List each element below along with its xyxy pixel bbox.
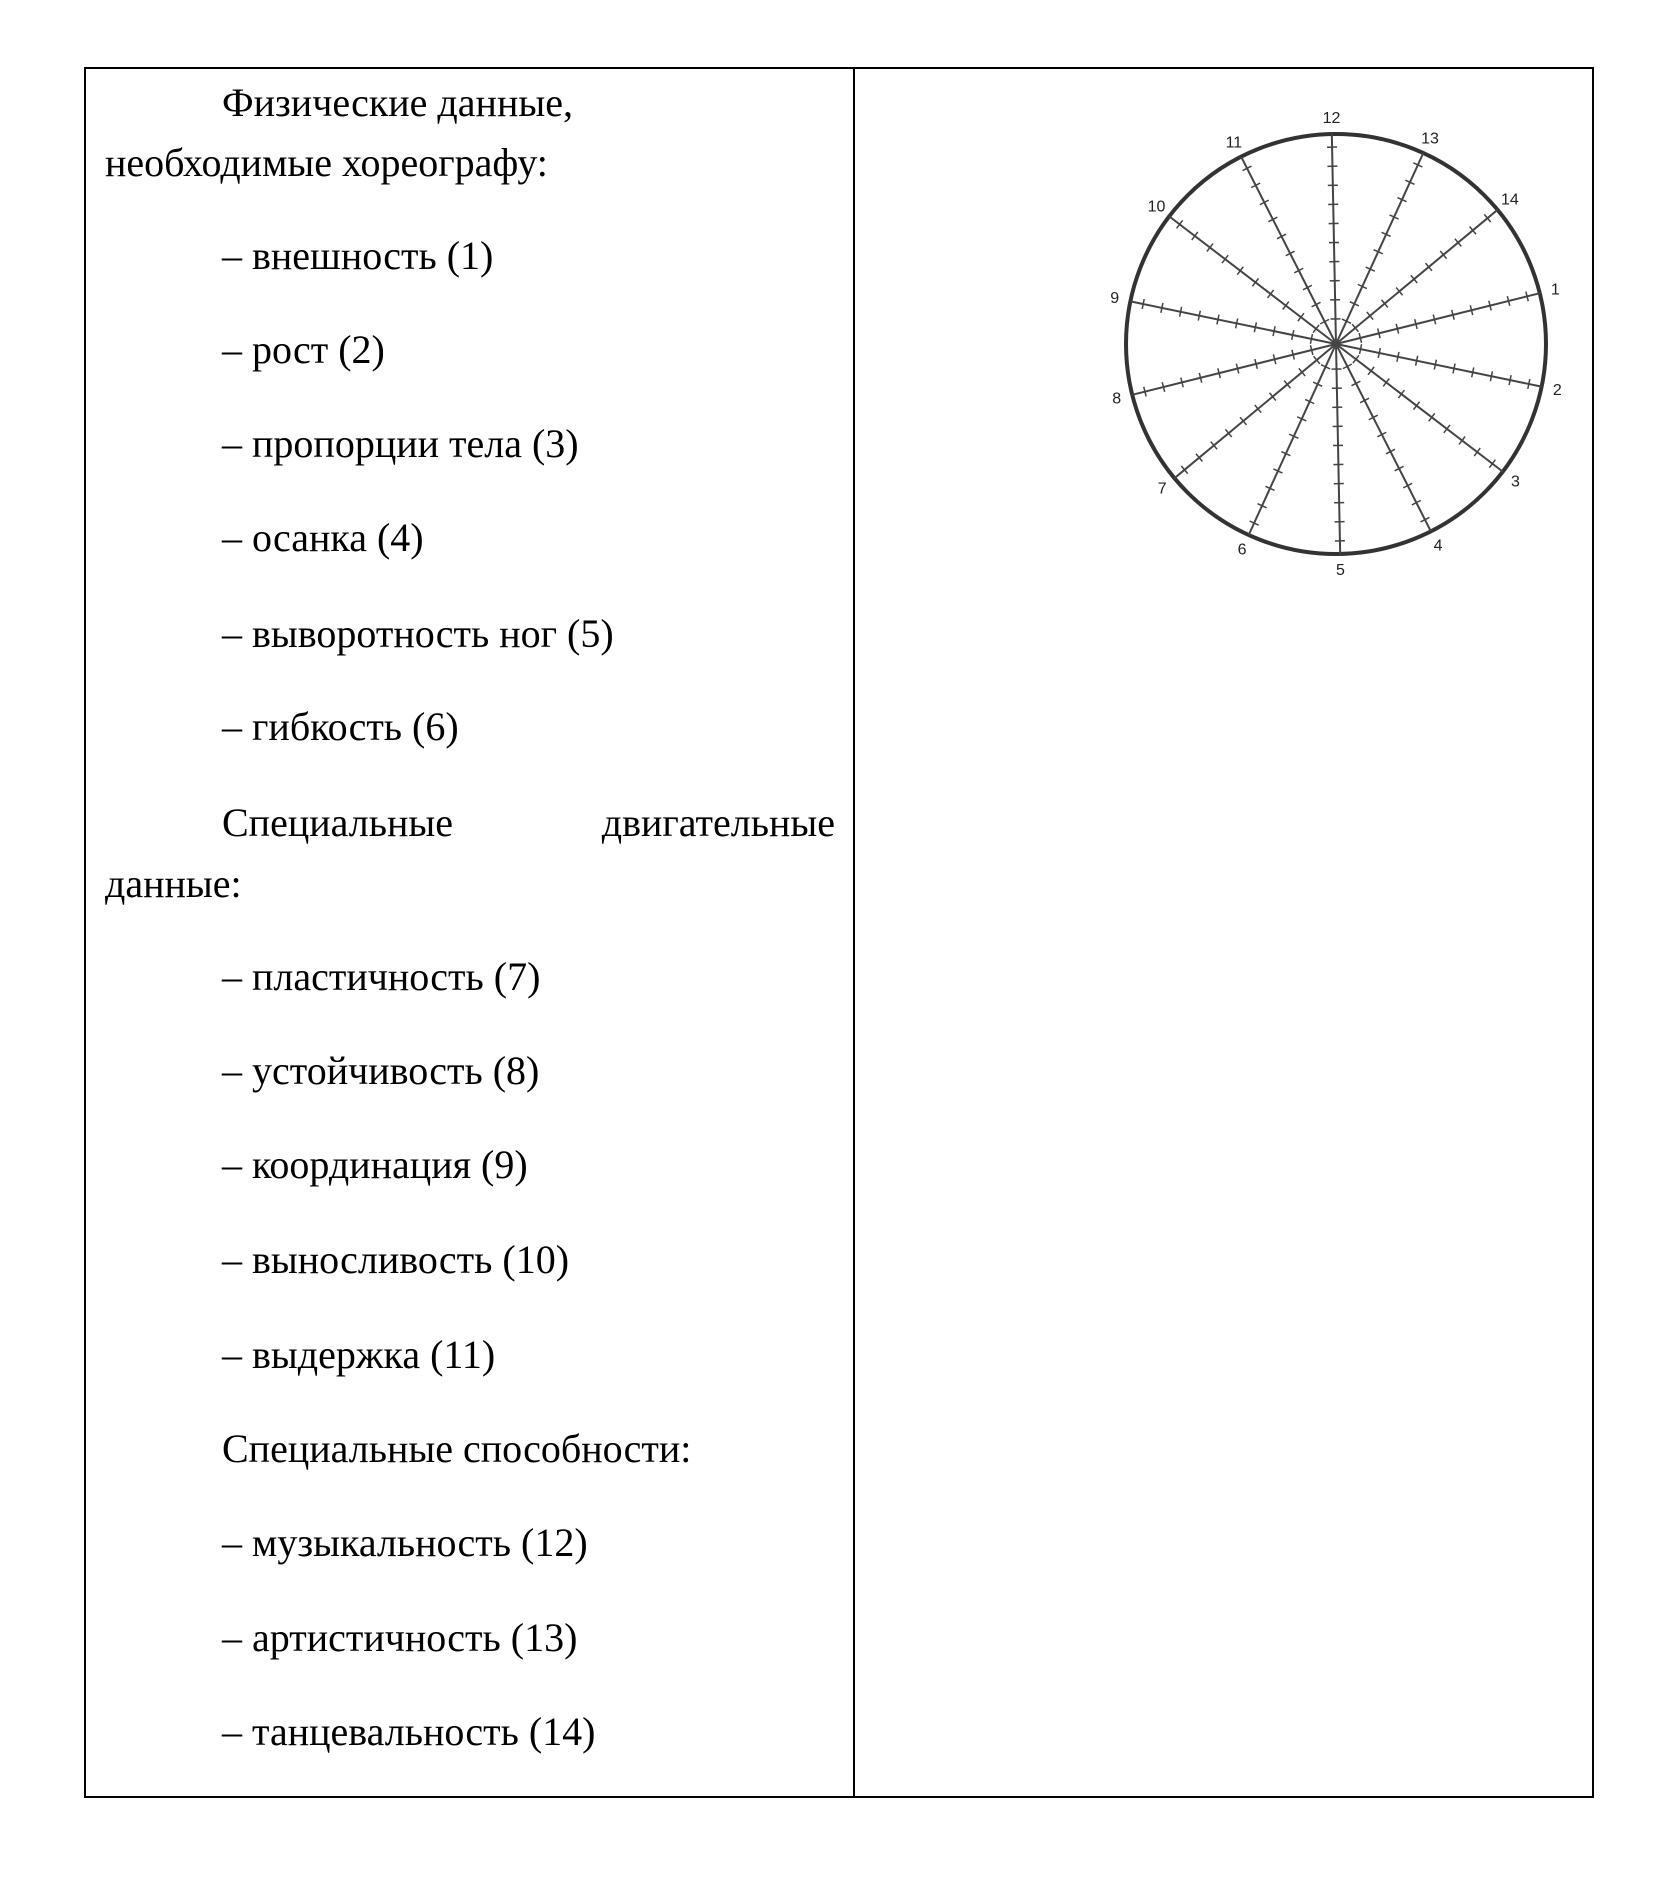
list-item: – осанка (4) — [222, 515, 424, 560]
list-item: – гибкость (6) — [222, 704, 459, 749]
list-item: – пропорции тела (3) — [222, 421, 579, 466]
heading-motor-word2: двигательные — [601, 800, 835, 845]
list-item: – рост (2) — [222, 327, 385, 372]
wheel-spoke-6 — [1238, 344, 1336, 559]
column-divider — [853, 69, 855, 1796]
wheel-spoke-10 — [1148, 199, 1336, 344]
list-item: – танцевальность (14) — [222, 1709, 596, 1754]
content-table — [84, 67, 1594, 1798]
wheel-spoke-label: 4 — [1433, 537, 1443, 555]
wheel-spoke-label: 12 — [1322, 110, 1341, 128]
heading-physical-line2: необходимые хореографу: — [105, 140, 548, 185]
wheel-spoke-3 — [1336, 344, 1520, 490]
heading-special-abilities: Специальные способности: — [222, 1426, 692, 1471]
wheel-spoke-8 — [1112, 344, 1336, 408]
wheel-spoke-label: 11 — [1225, 134, 1243, 152]
heading-motor-word1: Специальные — [222, 800, 453, 845]
wheel-spoke-5 — [1332, 344, 1346, 579]
wheel-spoke-label: 10 — [1147, 198, 1166, 216]
heading-motor-line1 — [105, 799, 835, 847]
wheel-spoke-label: 5 — [1336, 561, 1345, 579]
wheel-spoke-12 — [1323, 110, 1341, 344]
list-item: – внешность (1) — [222, 233, 494, 278]
list-item: – устойчивость (8) — [222, 1048, 540, 1093]
wheel-spoke-11 — [1226, 134, 1336, 344]
heading-physical-line1: Физические данные, — [222, 80, 573, 125]
list-item: – музыкальность (12) — [222, 1520, 588, 1565]
abilities-wheel-diagram — [1005, 107, 1605, 667]
wheel-spoke-label: 14 — [1500, 191, 1519, 209]
wheel-spoke-label: 7 — [1157, 480, 1167, 498]
wheel-spoke-label: 9 — [1110, 290, 1120, 308]
wheel-spoke-label: 6 — [1237, 541, 1247, 559]
list-item: – выдержка (11) — [222, 1332, 496, 1377]
wheel-spoke-13 — [1336, 130, 1439, 344]
wheel-spoke-4 — [1336, 344, 1443, 555]
wheel-spoke-label: 8 — [1112, 390, 1122, 408]
list-item: – выносливость (10) — [222, 1237, 570, 1282]
wheel-spoke-label: 3 — [1511, 473, 1520, 491]
wheel-spoke-label: 1 — [1550, 281, 1560, 299]
wheel-spoke-1 — [1336, 281, 1560, 344]
wheel-spoke-label: 13 — [1421, 130, 1439, 148]
list-item: – артистичность (13) — [222, 1615, 578, 1660]
list-item: – пластичность (7) — [222, 954, 541, 999]
list-item: – координация (9) — [222, 1142, 528, 1187]
wheel-spoke-label: 2 — [1552, 381, 1562, 399]
list-item: – выворотность ног (5) — [222, 611, 614, 656]
heading-motor-line2: данные: — [105, 861, 242, 906]
